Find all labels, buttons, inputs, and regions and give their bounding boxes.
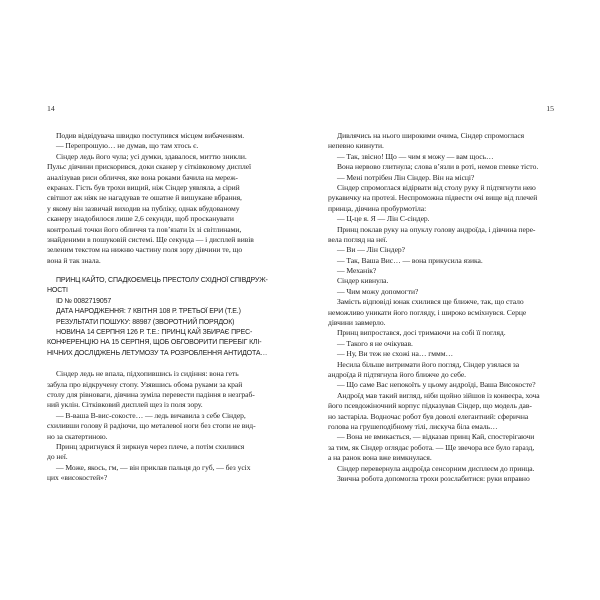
text-line: дівчини завмерло. [328,318,386,328]
text-line: екранах. Гість був трохи вищий, ніж Сіндер уявляла, а сірий [47,182,240,192]
text-line: Принц поклав руку на опуклу голову андроїда, і дівчина пере- [337,224,536,234]
metadata-line: НОСТІ [47,287,68,295]
metadata-paragraph [47,318,273,328]
text-line: сканеру знадобилося лише 2,6 секунди, щоб просканувати [47,214,234,224]
text-line: вона й так знала. [47,255,101,265]
text-line: — Чим можу допомогти? [337,286,419,296]
body-paragraph [328,297,554,328]
text-line: Сіндер ледь його чула; усі думки, здавалося, миттю зникли. [56,151,247,161]
body-paragraph [328,432,554,463]
text-line: — Ви — Лін Сіндер? [337,245,405,255]
body-paragraph [328,349,554,359]
body-paragraph [328,380,554,390]
metadata-paragraph [47,328,273,359]
text-line: цих «високостей»? [47,473,108,483]
text-line: принца, дівчина пробурмотіла: [328,203,427,213]
text-line: — Такого я не очікував. [337,338,413,348]
body-paragraph [328,464,554,474]
body-paragraph [328,266,554,276]
text-line: Сіндер перевернула андроїда сенсорним дисплеєм до принца. [337,463,535,473]
body-paragraph [328,391,554,433]
metadata-line: ПРИНЦ КАЙТО, СПАДКОЄМЕЦЬ ПРЕСТОЛУ СХІДНОЇ СПІВДРУЖ- [56,277,268,285]
text-line: Сіндер ледь не впала, підхопившись із сидіння: вона геть [56,369,239,379]
metadata-line: НІЧНИХ ДОСЛІДЖЕНЬ ЛЕТУМОЗУ ТА РОЗРОБЛЕННЯ АНТИДОТА… [47,349,268,357]
body-paragraph [47,141,273,151]
text-line: голова на грушеподібному тілі, лискуча біла емаль… [328,421,498,431]
text-line: — Перепрошую… не думав, що там хтось є. [56,141,199,151]
text-line: а на ранок вона вже вимкнулася. [328,453,432,463]
body-paragraph [328,339,554,349]
text-line: — Що саме Вас непокоїть у цьому андроїді, Ваша Високосте? [337,380,536,390]
text-line: непевно кивнути. [328,141,384,151]
metadata-line: НОВИНА 14 СЕРПНЯ 126 Р. Т.Е.: ПРИНЦ КАЙ ЗБИРАЄ ПРЕС- [56,329,253,337]
text-line: рукавичку на протезі. Неспроможна підвести очі вище від плечей [328,193,538,203]
metadata-line: КОНФЕРЕНЦІЮ НА 15 СЕРПНЯ, ЩОБ ОБГОВОРИТИ ПЕРЕБІГ КЛІ- [47,339,262,347]
body-paragraph [47,369,273,411]
text-line: — Може, якось, гм, — він приклав пальця до губ, — без усіх [56,462,251,472]
text-line: Пульс дівчини прискорився, доки сканер у сітківковому дисплеї [47,162,252,172]
text-line: Несила більше витримати його погляд, Сіндер узялася за [337,359,520,369]
metadata-line: ID № 0082719057 [56,297,112,305]
text-line: Принц здригнувся й зиркнув через плече, а потім схилився [56,441,245,451]
body-paragraph [47,411,273,442]
body-paragraph [328,131,554,152]
text-line: до неї. [47,452,68,462]
metadata-paragraph [47,307,273,317]
body-paragraph [328,152,554,162]
body-paragraph [328,276,554,286]
text-line: Замість відповіді юнак схилився ще ближче, так, що стало [337,297,524,307]
text-line: у якому він зазвичай виходив на публіку, однак вбудованому [47,203,240,213]
text-line: — Мені потрібен Лін Сіндер. Він на місці? [337,172,475,182]
page-number-left: 14 [47,104,55,113]
body-paragraph [328,287,554,297]
metadata-paragraph [47,276,273,297]
body-paragraph [328,162,554,172]
text-line: — Механік? [337,266,377,276]
page-text-left [47,131,273,484]
text-line: неможливо уникати його погляду, і широко всміхнувся. Серце [328,307,527,317]
text-line: — Ну, Ви теж не схожі на… гммм… [337,349,454,359]
page-text-right [328,131,554,484]
text-line: Андроїд мав такий вигляд, ніби щойно зійшов із конвеєра, хоча [337,390,540,400]
page-right [328,104,554,484]
text-line: ний уклін. Сітківковий дисплей щез із поля зору. [47,400,203,410]
metadata-line: ДАТА НАРОДЖЕННЯ: 7 КВІТНЯ 108 Р. ТРЕТЬОЇ ЕРИ (Т.Е.) [56,308,241,316]
text-line: Звична робота допомогла трохи розслабитися: руки вправно [337,473,530,483]
text-line: Подив відвідувача швидко поступився місцем вибаченням. [56,131,245,140]
text-line: Дивлячись на нього широкими очима, Сіндер спромоглася [337,131,525,140]
text-line: — Так, Ваша Вис… — вона прикусила язика. [337,255,483,265]
body-paragraph [47,442,273,463]
text-line: Сіндер кивнула. [337,276,389,286]
text-line: забула про відкручену стопу. Узявшись обома руками за край [47,379,243,389]
body-paragraph [328,256,554,266]
text-line: контрольні точки його обличчя та пов’язати їх зі світлинами, [47,224,242,234]
text-line: світшот аж ніяк не нагадував те ошатне й вишукане вбрання, [47,193,242,203]
metadata-paragraph [47,297,273,307]
body-paragraph [328,173,554,183]
text-line: — Так, звісно! Що — чим я можу — вам щось… [337,151,494,161]
text-line: но за скатертиною. [47,431,108,441]
text-line: столу для рівноваги, дівчина зуміла перевести падіння в незграб- [47,389,255,399]
text-line: аналізував риси обличчя, яке вона роками бачила на мереж- [47,172,238,182]
text-line: знайденими в пошуковій системі. Ще секунда — і дисплей вивів [47,234,254,244]
body-paragraph [328,360,554,381]
text-line: но застаріла. Водночас робот був доволі елегантний: сферична [328,411,529,421]
body-paragraph [328,474,554,484]
text-line: — Вона не вмикається, — відказав принц Кай, спостерігаючи [337,432,535,442]
text-line: андроїда й підтягнула його ближче до себе. [328,369,467,379]
body-paragraph [328,214,554,224]
metadata-line: РЕЗУЛЬТАТИ ПОШУКУ: 88987 (ЗВОРОТНИЙ ПОРЯДОК) [56,318,235,326]
text-line: його псевдожіночний корпус підказував Сіндер, що модель дав- [328,401,532,411]
body-paragraph [328,328,554,338]
body-paragraph [47,131,273,141]
body-paragraph [328,245,554,255]
text-line: зеленим текстом на нижню частину поля зору дівчини те, що [47,245,243,255]
body-paragraph [47,463,273,484]
text-line: — Ц-це я. Я — Лін С-сіндер. [337,214,430,224]
page-number-right: 15 [546,104,554,113]
body-paragraph [47,152,273,266]
text-line: вела погляд на неї. [328,234,388,244]
text-line: схиливши голову й радіючи, що металевої ноги без стопи не вид- [47,421,256,431]
text-line: — В-ваша В-вис-сокосте… — ледь вичавила з себе Сіндер, [56,410,246,420]
body-paragraph [328,225,554,246]
text-line: Принц випростався, досі тримаючи на собі її погляд. [337,328,506,338]
text-line: Вона нервово глитнула; слова в’язли в роті, немов глевке тісто. [337,162,539,172]
body-paragraph [328,183,554,214]
text-line: Сіндер спромоглася відірвати від столу руку й підтягнути нею [337,182,536,192]
page-left [47,104,273,484]
text-line: за тим, як Сіндер оглядає робота. — Ще звечора все було гаразд, [328,442,535,452]
